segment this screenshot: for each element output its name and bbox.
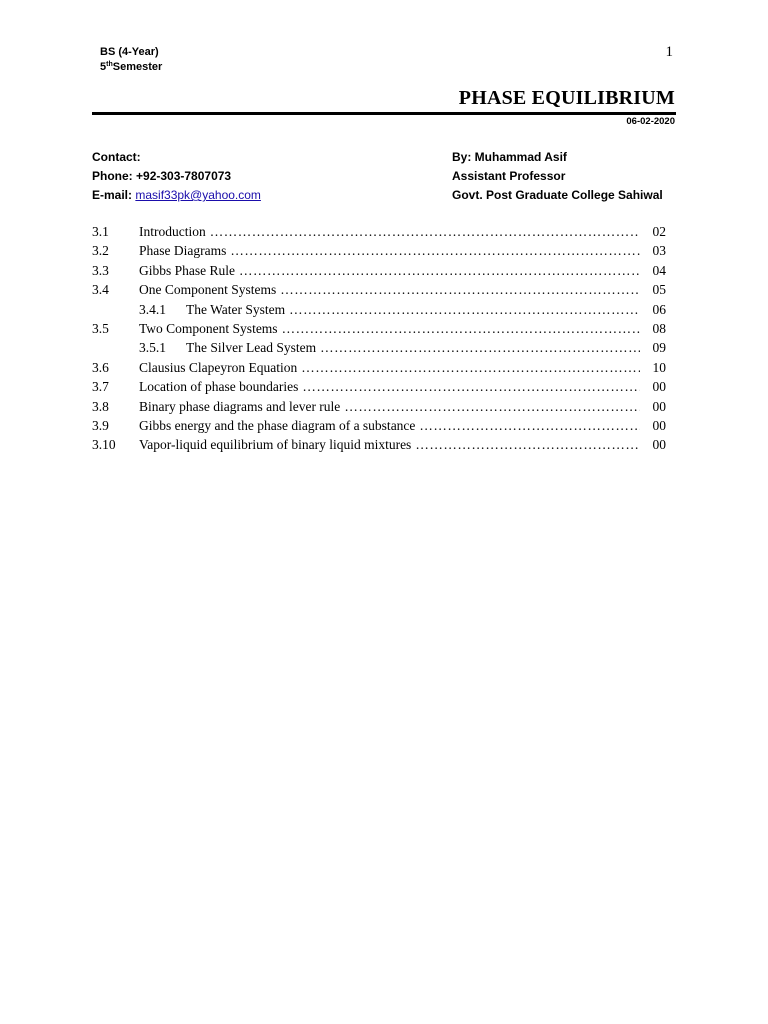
toc-number: 3.7	[92, 379, 109, 395]
document-date: 06-02-2020	[626, 116, 675, 127]
toc-row[interactable]	[92, 418, 666, 437]
toc-page: 02	[652, 224, 666, 239]
table-of-contents	[92, 224, 666, 457]
author-position: Assistant Professor	[452, 169, 566, 183]
toc-page: 06	[652, 301, 666, 317]
contact-block	[92, 148, 261, 205]
toc-page: 09	[652, 340, 666, 356]
toc-page: 05	[652, 282, 666, 298]
toc-title: Introduction	[139, 224, 206, 239]
toc-page: 10	[652, 359, 666, 375]
toc-leader	[302, 379, 640, 395]
toc-page: 04	[652, 262, 666, 278]
toc-leader	[210, 224, 640, 240]
toc-title: One Component Systems	[139, 282, 277, 298]
toc-title: Clausius Clapeyron Equation	[139, 359, 298, 375]
toc-row[interactable]	[92, 321, 666, 340]
toc-page: 08	[652, 320, 666, 336]
toc-row[interactable]	[92, 437, 666, 456]
phone-value: +92-303-7807073	[136, 169, 232, 183]
toc-number: 3.6	[92, 359, 109, 375]
toc-leader	[289, 302, 640, 318]
toc-leader	[415, 437, 640, 453]
toc-leader	[230, 243, 640, 259]
phone-label: Phone:	[92, 169, 133, 183]
toc-number: 3.1	[92, 224, 109, 239]
toc-number: 3.4.1	[139, 301, 166, 317]
toc-row[interactable]	[92, 340, 666, 359]
semester-number: 5	[100, 61, 107, 73]
email-link[interactable]: masif33pk@yahoo.com	[135, 188, 261, 202]
toc-title: Location of phase boundaries	[139, 379, 299, 395]
toc-row[interactable]	[92, 263, 666, 282]
toc-row[interactable]	[92, 243, 666, 262]
toc-title: Binary phase diagrams and lever rule	[139, 398, 341, 414]
toc-title: Two Component Systems	[139, 320, 278, 336]
author-block	[452, 148, 663, 205]
toc-title: The Silver Lead System	[186, 340, 317, 356]
toc-title: Vapor-liquid equilibrium of binary liquid mixtures	[139, 437, 412, 453]
toc-page: 03	[652, 243, 666, 259]
toc-number: 3.3	[92, 262, 109, 278]
program-name: BS (4-Year)	[100, 46, 159, 58]
toc-row[interactable]	[92, 360, 666, 379]
phone-line	[92, 167, 261, 186]
email-label: E-mail:	[92, 188, 133, 202]
toc-leader	[301, 360, 640, 376]
toc-number: 3.2	[92, 243, 109, 259]
semester-line	[100, 60, 162, 75]
author-institution: Govt. Post Graduate College Sahiwal	[452, 188, 663, 202]
toc-number: 3.8	[92, 398, 109, 414]
email-line	[92, 186, 261, 205]
toc-title: Gibbs Phase Rule	[139, 262, 235, 278]
semester-word: Semester	[112, 61, 163, 73]
toc-number: 3.4	[92, 282, 109, 298]
toc-row[interactable]	[92, 282, 666, 301]
toc-leader	[239, 263, 640, 279]
toc-row[interactable]	[92, 224, 666, 243]
toc-page: 00	[652, 437, 666, 453]
toc-leader	[419, 418, 640, 434]
toc-title: Phase Diagrams	[139, 243, 227, 259]
toc-page: 00	[652, 398, 666, 414]
toc-row[interactable]	[92, 302, 666, 321]
semester-suffix: th	[106, 61, 113, 68]
program-info	[100, 45, 162, 75]
toc-page: 00	[652, 379, 666, 395]
toc-number: 3.10	[92, 437, 116, 453]
toc-row[interactable]	[92, 399, 666, 418]
toc-number: 3.5	[92, 320, 109, 336]
author-name: By: Muhammad Asif	[452, 150, 567, 164]
toc-row[interactable]	[92, 379, 666, 398]
toc-number: 3.5.1	[139, 340, 166, 356]
toc-title: The Water System	[186, 301, 286, 317]
toc-page: 00	[652, 417, 666, 433]
document-title: PHASE EQUILIBRIUM	[458, 87, 675, 109]
toc-number: 3.9	[92, 417, 109, 433]
contact-heading: Contact:	[92, 150, 141, 164]
title-rule	[92, 112, 676, 115]
toc-leader	[282, 321, 640, 337]
toc-leader	[280, 282, 640, 298]
toc-leader	[344, 399, 640, 415]
toc-title: Gibbs energy and the phase diagram of a substance	[139, 417, 416, 433]
toc-leader	[320, 340, 640, 356]
page-number: 1	[665, 44, 673, 60]
